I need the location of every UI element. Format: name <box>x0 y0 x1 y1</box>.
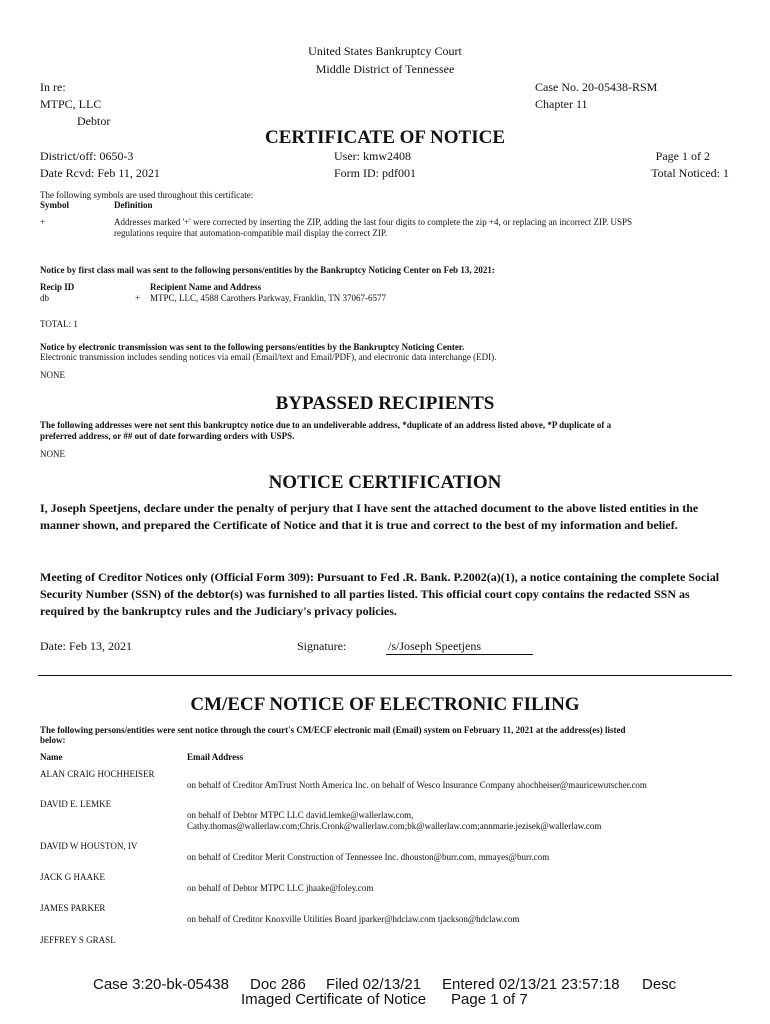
certification-date: Date: Feb 13, 2021 <box>40 639 132 653</box>
certification-declaration: I, Joseph Speetjens, declare under the penalty of perjury that I have sent the attached document to the above listed entities in the manner shown, and prepared the Certificate of Notice and that it is true and correct to the best of my information and belief. <box>40 501 699 532</box>
symbol-definition-line2: regulations require that automation-compatible mail display the correct ZIP. <box>114 228 388 238</box>
debtor-label: Debtor <box>77 114 111 128</box>
cmecf-row-email: on behalf of Creditor AmTrust North America Inc. on behalf of Wesco Insurance Company ahochheiser@mauricewutscher.com <box>187 780 647 790</box>
total-noticed: Total Noticed: 1 <box>651 166 729 180</box>
symbols-col-definition: Definition <box>114 200 153 210</box>
cmecf-row-name: ALAN CRAIG HOCHHEISER <box>40 769 155 779</box>
cmecf-row-email: on behalf of Debtor MTPC LLC jhaake@foley.com <box>187 883 374 893</box>
footer-filed-date: Filed 02/13/21 <box>326 976 422 993</box>
cmecf-row-name: JACK G HAAKE <box>40 872 105 882</box>
bypassed-text-line1: The following addresses were not sent this bankruptcy notice due to an undeliverable address, *duplicate of an address listed above, *P duplicate of a <box>40 420 612 430</box>
footer-desc: Desc <box>642 976 677 993</box>
certification-title: NOTICE CERTIFICATION <box>268 472 502 493</box>
cmecf-row-name: JEFFREY S GRASL <box>40 935 116 945</box>
in-re-label: In re: <box>40 80 66 94</box>
mail-col-recipient: Recipient Name and Address <box>150 282 262 292</box>
cmecf-intro-line2: below: <box>40 735 66 745</box>
cmecf-row-email-cont: Cathy.thomas@wallerlaw.com;Chris.Cronk@wallerlaw.com;bk@wallerlaw.com;annmarie.jezisek@wallerlaw.com <box>187 821 602 831</box>
mail-notice-heading: Notice by first class mail was sent to the following persons/entities by the Bankruptcy Noticing Center on Feb 13, 2021: <box>40 265 495 275</box>
cmecf-row-name: DAVID W HOUSTON, IV <box>40 841 138 851</box>
court-name: United States Bankruptcy Court <box>308 44 462 58</box>
signature-value: /s/Joseph Speetjens <box>386 639 533 655</box>
symbol-plus: + <box>40 217 46 227</box>
cmecf-row-email: on behalf of Creditor Merit Construction of Tennessee Inc. dhouston@burr.com, mmayes@burr.com <box>187 852 550 862</box>
chapter: Chapter 11 <box>535 97 588 111</box>
debtor-name: MTPC, LLC <box>40 97 102 111</box>
footer-case-number: Case 3:20-bk-05438 <box>93 976 229 993</box>
symbols-col-symbol: Symbol <box>40 200 70 210</box>
mail-recip-id: db <box>40 293 49 303</box>
district-office: District/off: 0650-3 <box>40 149 134 163</box>
section-divider <box>38 675 732 676</box>
user-id: User: kmw2408 <box>334 149 411 163</box>
bypassed-none: NONE <box>40 449 65 459</box>
mail-total: TOTAL: 1 <box>40 319 78 329</box>
mail-recipient: MTPC, LLC, 4588 Carothers Parkway, Franklin, TN 37067-6577 <box>150 293 386 303</box>
form-id: Form ID: pdf001 <box>334 166 416 180</box>
page-title: CERTIFICATE OF NOTICE <box>264 127 506 148</box>
electronic-none: NONE <box>40 370 65 380</box>
cmecf-row-email: on behalf of Creditor Knoxville Utilities Board jparker@hdclaw.com tjackson@hdclaw.com <box>187 914 520 924</box>
footer-page-number: Page 1 of 7 <box>451 991 528 1008</box>
page-count: Page 1 of 2 <box>655 149 710 163</box>
certification-ssn-statement: Meeting of Creditor Notices only (Official Form 309): Pursuant to Fed .R. Bank. P.2002(a)(1), a notice containing the complete Social Security Number (SSN) of the debtor(s) was furnished to all parties listed. This official court copy contains the redacted SSN as required by the bankruptcy rules and the Judiciary's privacy policies. <box>40 570 720 618</box>
bypassed-text-line2: preferred address, or ## out of date forwarding orders with USPS. <box>40 431 295 441</box>
footer-entered-date: Entered 02/13/21 23:57:18 <box>442 976 620 993</box>
cmecf-col-name: Name <box>40 752 63 762</box>
cmecf-col-email: Email Address <box>187 752 244 762</box>
cmecf-intro-line1: The following persons/entities were sent notice through the court's CM/ECF electronic mail (Email) system on February 11, 2021 at the address(es) listed <box>40 725 626 735</box>
electronic-subheading: Electronic transmission includes sending notices via email (Email/text and Email/PDF), and electronic data interchange (EDI). <box>40 352 497 362</box>
symbols-intro: The following symbols are used throughout this certificate: <box>40 190 254 200</box>
electronic-heading: Notice by electronic transmission was sent to the following persons/entities by the Bankruptcy Noticing Center. <box>40 342 465 352</box>
symbol-definition-line1: Addresses marked '+' were corrected by inserting the ZIP, adding the last four digits to complete the zip +4, or replacing an incorrect ZIP. USPS <box>114 217 633 227</box>
court-district: Middle District of Tennessee <box>315 62 455 76</box>
mail-recip-marker: + <box>135 293 141 303</box>
bypassed-title: BYPASSED RECIPIENTS <box>275 393 495 414</box>
footer-document-type: Imaged Certificate of Notice <box>241 991 427 1008</box>
cmecf-row-name: JAMES PARKER <box>40 903 106 913</box>
cmecf-row-email: on behalf of Debtor MTPC LLC david.lemke@wallerlaw.com, <box>187 810 414 820</box>
case-number: Case No. 20-05438-RSM <box>535 80 658 94</box>
signature-label: Signature: <box>297 639 347 653</box>
mail-col-recip-id: Recip ID <box>40 282 75 292</box>
cmecf-title: CM/ECF NOTICE OF ELECTRONIC FILING <box>190 694 580 715</box>
cmecf-row-name: DAVID E. LEMKE <box>40 799 112 809</box>
footer-doc-number: Doc 286 <box>250 976 306 993</box>
date-received: Date Rcvd: Feb 11, 2021 <box>40 166 160 180</box>
